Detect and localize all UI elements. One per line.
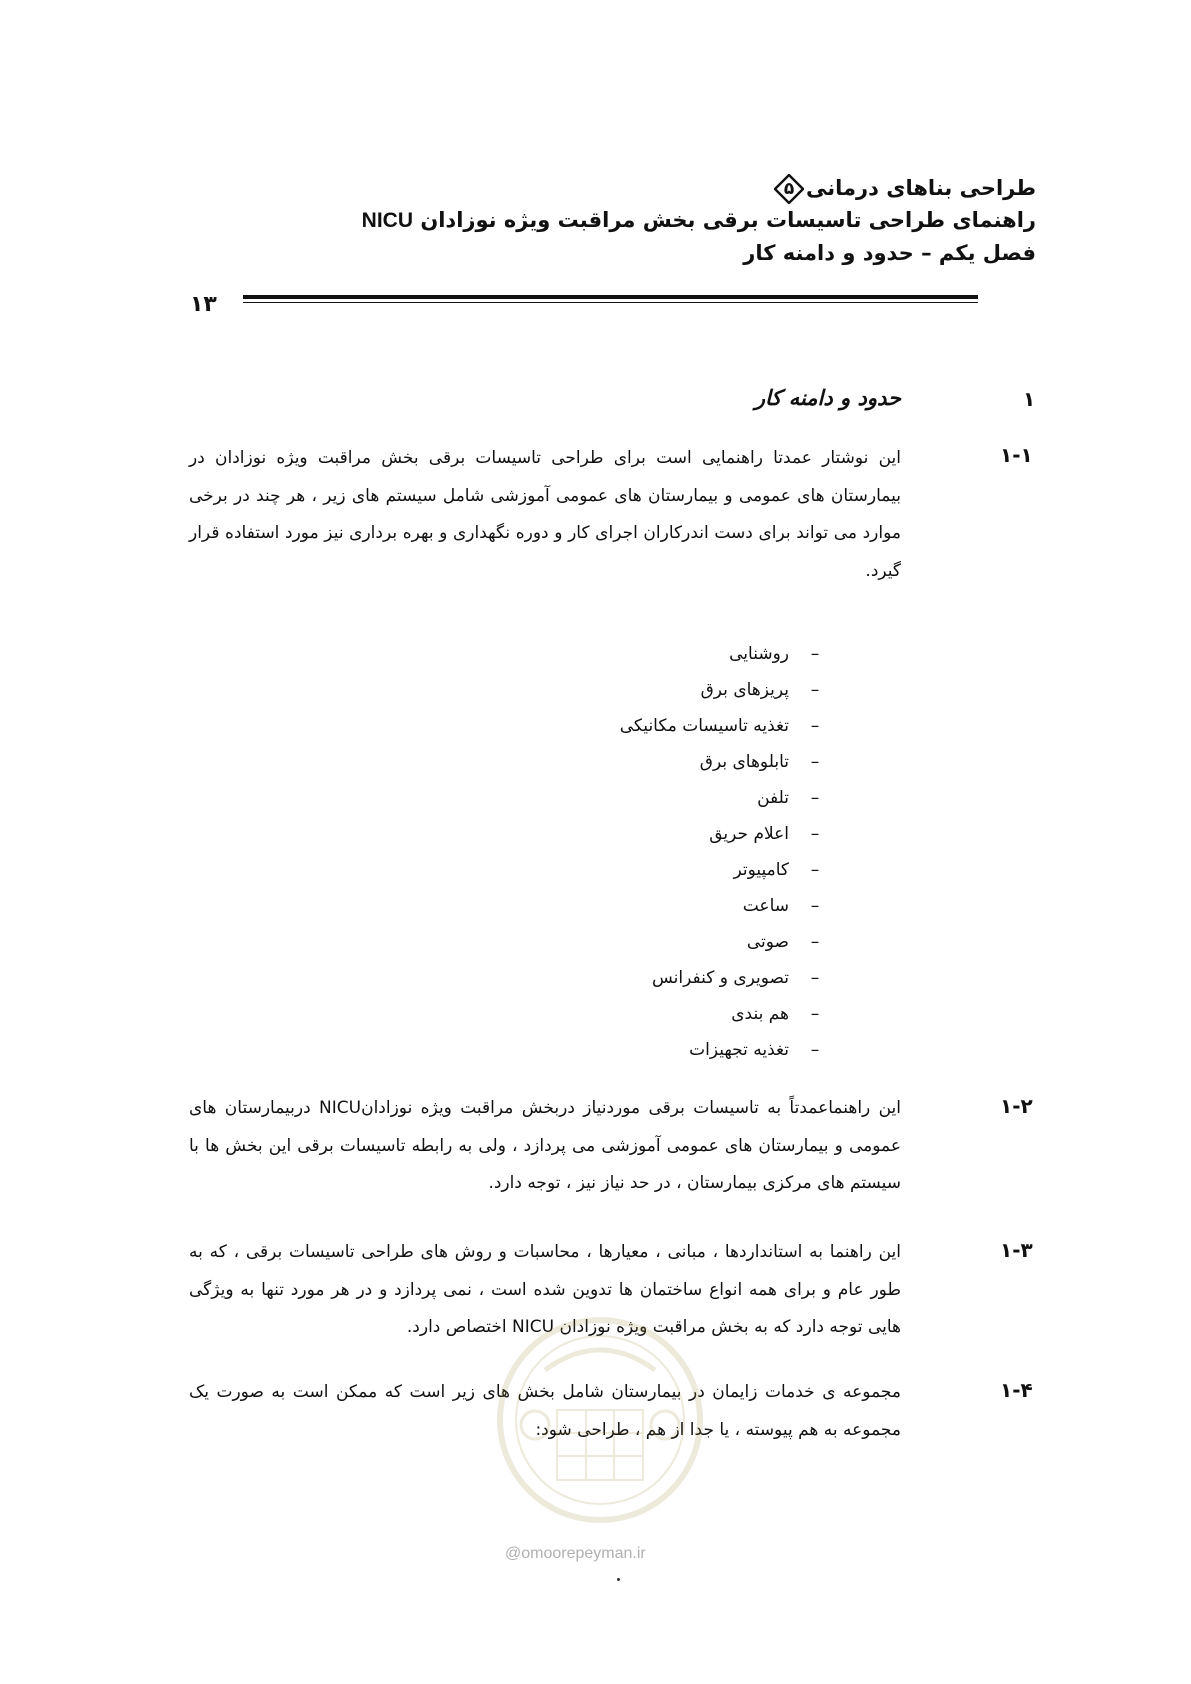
list-item: [620, 924, 841, 960]
list-item-label: اعلام حریق: [709, 824, 789, 844]
section-number: ۱: [1023, 387, 1036, 411]
paragraph-text: این راهنما به استانداردها ، مبانی ، معیارها ، محاسبات و روش های طراحی تاسیسات برقی ، که به طور عام و برای همه انواع ساختمان ها تدوین شده است ، نمی پردازد و در هر مورد تنها به ویژگی هایی توجه دارد که به بخش مراقبت ویژه نوزادان NICU اختصاص دارد.: [189, 1242, 901, 1337]
paragraph-text: این نوشتار عمدتا راهنمایی است برای طراحی تاسیسات برقی بخش مراقبت ویژه نوزادان در بیمارستان های عمومی و بیمارستان های عمومی آموزشی شامل سیستم های زیر ، هر چند در برخی موارد می تواند برای دست اندرکاران اجرای کار و دوره نگهداری و بهره برداری نیز مورد استفاده قرار گیرد.: [189, 448, 901, 581]
bullet-dash: –: [810, 752, 820, 772]
list-item-label: تلفن: [757, 788, 789, 808]
list-item: [620, 960, 841, 996]
guide-title-text: راهنمای طراحی تاسیسات برقی بخش مراقبت ویژه نوزادان: [420, 208, 1036, 232]
watermark-seal-icon: [495, 1315, 705, 1525]
guide-title-acronym: NICU: [361, 209, 413, 232]
volume-badge: [774, 174, 804, 204]
bullet-dash: –: [810, 1004, 820, 1024]
paragraph-number: ۱-۲: [1000, 1094, 1033, 1118]
list-item-label: هم بندی: [731, 1004, 789, 1024]
list-item: [620, 888, 841, 924]
paragraph-number: ۱-۱: [1000, 443, 1033, 467]
list-item: [620, 672, 841, 708]
series-title-text: طراحی بناهای درمانی: [806, 176, 1036, 200]
list-item-label: کامپیوتر: [733, 860, 789, 880]
bullet-dash: –: [810, 680, 820, 700]
bullet-dash: –: [810, 896, 820, 916]
chapter-title: فصل یکم – حدود و دامنه کار: [743, 241, 1036, 265]
list-item-label: تابلوهای برق: [699, 752, 789, 772]
guide-title: [316, 204, 1036, 237]
bullet-dash: –: [810, 932, 820, 952]
systems-list: [620, 636, 841, 1068]
list-item-label: تغذیه تاسیسات مکانیکی: [619, 716, 789, 736]
header-divider-thin: [243, 302, 978, 303]
list-item-label: روشنایی: [729, 644, 789, 664]
list-item-label: صوتی: [746, 932, 789, 952]
volume-number: ۵: [783, 179, 795, 199]
paragraph-number: ۱-۴: [1000, 1378, 1033, 1402]
list-item: [620, 708, 841, 744]
bullet-dash: –: [810, 716, 820, 736]
bullet-dash: –: [810, 788, 820, 808]
watermark-url: @omoorepeyman.ir: [505, 1545, 646, 1562]
page-header: [316, 172, 1036, 269]
bullet-dash: –: [810, 1040, 820, 1060]
bullet-dash: –: [810, 860, 820, 880]
header-divider: [243, 295, 978, 303]
book-series-title: [316, 172, 1036, 204]
section-title: حدود و دامنه کار: [754, 385, 901, 410]
paragraph-number: ۱-۳: [1000, 1238, 1033, 1262]
list-item: [620, 780, 841, 816]
header-divider-thick: [243, 295, 978, 299]
list-item: [620, 816, 841, 852]
list-item: [620, 636, 841, 672]
page-number: ۱۳: [190, 292, 217, 317]
list-item: [620, 744, 841, 780]
list-item-label: تغذیه تجهیزات: [689, 1040, 789, 1060]
bullet-dash: –: [810, 644, 820, 664]
list-item-label: ساعت: [742, 896, 789, 916]
paragraph-text: این راهنماعمدتاً به تاسیسات برقی موردنیاز دربخش مراقبت ویژه نوزادانNICU دربیمارستان های عمومی و بیمارستان های عمومی آموزشی می پردازد ، ولی به رابطه تاسیسات برقی این بخش ها با سیستم های مرکزی بیمارستان ، در حد نیاز نیز ، توجه دارد.: [189, 1098, 902, 1193]
list-item: [620, 852, 841, 888]
list-item-label: تصویری و کنفرانس: [651, 968, 789, 988]
list-item-label: پریزهای برق: [700, 680, 789, 700]
bullet-dash: –: [810, 824, 820, 844]
bullet-dash: –: [810, 968, 820, 988]
list-item: [620, 1032, 841, 1068]
page-dot: [617, 1578, 620, 1581]
list-item: [620, 996, 841, 1032]
paragraph-text: مجموعه ی خدمات زایمان در بیمارستان شامل بخش های زیر است که ممکن است به صورت یک مجموعه به هم پیوسته ، یا جدا از هم ، طراحی شود:: [189, 1382, 901, 1440]
